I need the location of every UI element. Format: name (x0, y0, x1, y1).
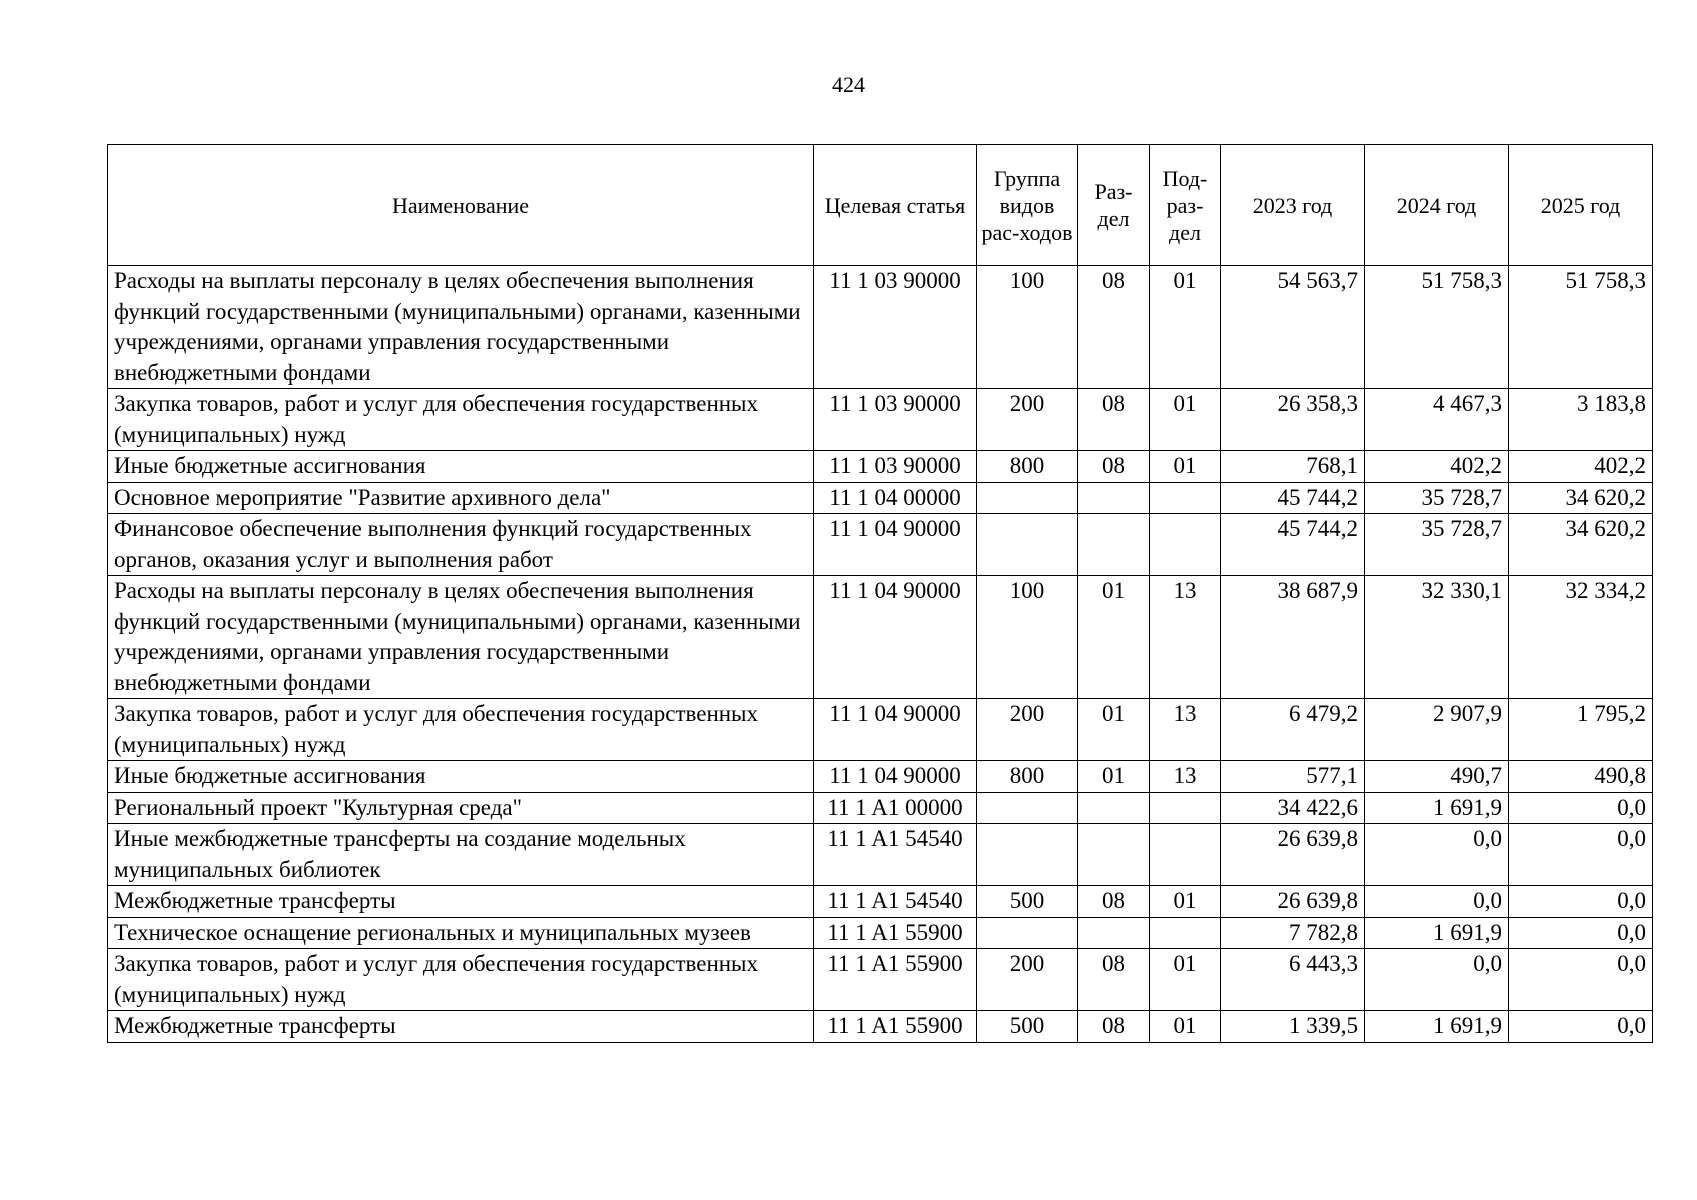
cell-group: 500 (977, 886, 1078, 918)
cell-group (977, 824, 1078, 886)
cell-2025: 34 620,2 (1509, 514, 1653, 576)
header-row (108, 145, 1653, 266)
budget-table (107, 144, 1653, 1043)
cell-subsection: 01 (1150, 949, 1221, 1011)
cell-target: 11 1 03 90000 (814, 389, 977, 451)
table-row (108, 576, 1653, 699)
cell-2024: 402,2 (1365, 451, 1509, 483)
table-row (108, 792, 1653, 824)
cell-group: 500 (977, 1011, 1078, 1043)
cell-subsection (1150, 917, 1221, 949)
cell-group (977, 917, 1078, 949)
cell-subsection: 13 (1150, 761, 1221, 793)
cell-target: 11 1 A1 00000 (814, 792, 977, 824)
cell-2025: 0,0 (1509, 792, 1653, 824)
cell-group: 800 (977, 761, 1078, 793)
cell-2024: 32 330,1 (1365, 576, 1509, 699)
table-row (108, 699, 1653, 761)
cell-target: 11 1 A1 55900 (814, 949, 977, 1011)
table-row (108, 482, 1653, 514)
cell-section: 08 (1078, 451, 1150, 483)
cell-subsection: 01 (1150, 389, 1221, 451)
cell-2024: 0,0 (1365, 886, 1509, 918)
cell-name: Финансовое обеспечение выполнения функций государственных органов, оказания услуг и выполнения работ (108, 514, 814, 576)
cell-section: 01 (1078, 576, 1150, 699)
cell-section (1078, 824, 1150, 886)
cell-name: Закупка товаров, работ и услуг для обеспечения государственных (муниципальных) нужд (108, 699, 814, 761)
cell-2023: 54 563,7 (1221, 266, 1365, 389)
header-2024: 2024 год (1365, 145, 1509, 266)
cell-target: 11 1 03 90000 (814, 451, 977, 483)
cell-2025: 0,0 (1509, 824, 1653, 886)
cell-subsection: 01 (1150, 266, 1221, 389)
cell-2024: 0,0 (1365, 949, 1509, 1011)
cell-2025: 32 334,2 (1509, 576, 1653, 699)
cell-section: 08 (1078, 886, 1150, 918)
cell-2023: 45 744,2 (1221, 514, 1365, 576)
cell-target: 11 1 A1 54540 (814, 824, 977, 886)
cell-name: Техническое оснащение региональных и муниципальных музеев (108, 917, 814, 949)
cell-subsection: 01 (1150, 886, 1221, 918)
cell-group: 100 (977, 266, 1078, 389)
table-row (108, 389, 1653, 451)
cell-group: 200 (977, 949, 1078, 1011)
cell-section (1078, 514, 1150, 576)
cell-target: 11 1 A1 54540 (814, 886, 977, 918)
cell-2023: 26 639,8 (1221, 824, 1365, 886)
cell-2024: 1 691,9 (1365, 792, 1509, 824)
cell-subsection: 13 (1150, 576, 1221, 699)
cell-2023: 6 479,2 (1221, 699, 1365, 761)
cell-subsection (1150, 824, 1221, 886)
cell-2024: 1 691,9 (1365, 1011, 1509, 1043)
header-2025: 2025 год (1509, 145, 1653, 266)
cell-2025: 0,0 (1509, 949, 1653, 1011)
cell-section: 08 (1078, 949, 1150, 1011)
cell-section: 08 (1078, 389, 1150, 451)
cell-2024: 35 728,7 (1365, 514, 1509, 576)
cell-2023: 38 687,9 (1221, 576, 1365, 699)
header-section: Раз-дел (1078, 145, 1150, 266)
cell-name: Основное мероприятие "Развитие архивного дела" (108, 482, 814, 514)
cell-name: Иные межбюджетные трансферты на создание модельных муниципальных библиотек (108, 824, 814, 886)
cell-2025: 34 620,2 (1509, 482, 1653, 514)
cell-group (977, 482, 1078, 514)
header-target: Целевая статья (814, 145, 977, 266)
table-row (108, 824, 1653, 886)
cell-name: Межбюджетные трансферты (108, 1011, 814, 1043)
page-number: 424 (832, 72, 865, 97)
cell-name: Межбюджетные трансферты (108, 886, 814, 918)
cell-subsection (1150, 792, 1221, 824)
cell-subsection (1150, 482, 1221, 514)
cell-2024: 0,0 (1365, 824, 1509, 886)
cell-name: Региональный проект "Культурная среда" (108, 792, 814, 824)
table-row (108, 451, 1653, 483)
cell-section (1078, 917, 1150, 949)
cell-target: 11 1 04 90000 (814, 761, 977, 793)
cell-section: 01 (1078, 699, 1150, 761)
header-subsection: Под-раз-дел (1150, 145, 1221, 266)
cell-section (1078, 792, 1150, 824)
cell-name: Иные бюджетные ассигнования (108, 451, 814, 483)
table-row (108, 917, 1653, 949)
cell-2025: 3 183,8 (1509, 389, 1653, 451)
cell-name: Расходы на выплаты персоналу в целях обеспечения выполнения функций государственными (муниципальными) органами, казенными учреждениями, органами управления государственными внебюджетными фондами (108, 576, 814, 699)
cell-2024: 1 691,9 (1365, 917, 1509, 949)
cell-2025: 0,0 (1509, 886, 1653, 918)
cell-2023: 6 443,3 (1221, 949, 1365, 1011)
cell-2024: 35 728,7 (1365, 482, 1509, 514)
cell-2023: 577,1 (1221, 761, 1365, 793)
cell-2023: 1 339,5 (1221, 1011, 1365, 1043)
cell-section: 01 (1078, 761, 1150, 793)
cell-subsection: 01 (1150, 451, 1221, 483)
cell-2023: 26 639,8 (1221, 886, 1365, 918)
cell-name: Закупка товаров, работ и услуг для обеспечения государственных (муниципальных) нужд (108, 389, 814, 451)
table-body (108, 266, 1653, 1043)
header-group: Группа видов рас-ходов (977, 145, 1078, 266)
header-name: Наименование (108, 145, 814, 266)
cell-group (977, 792, 1078, 824)
table-row (108, 886, 1653, 918)
cell-section: 08 (1078, 266, 1150, 389)
cell-target: 11 1 A1 55900 (814, 1011, 977, 1043)
cell-2025: 0,0 (1509, 1011, 1653, 1043)
cell-target: 11 1 04 90000 (814, 514, 977, 576)
cell-subsection: 13 (1150, 699, 1221, 761)
cell-subsection (1150, 514, 1221, 576)
cell-group: 200 (977, 699, 1078, 761)
cell-name: Расходы на выплаты персоналу в целях обеспечения выполнения функций государственными (муниципальными) органами, казенными учреждениями, органами управления государственными внебюджетными фондами (108, 266, 814, 389)
cell-2024: 51 758,3 (1365, 266, 1509, 389)
cell-name: Закупка товаров, работ и услуг для обеспечения государственных (муниципальных) нужд (108, 949, 814, 1011)
cell-2023: 768,1 (1221, 451, 1365, 483)
cell-2025: 0,0 (1509, 917, 1653, 949)
cell-2024: 4 467,3 (1365, 389, 1509, 451)
cell-2025: 490,8 (1509, 761, 1653, 793)
cell-target: 11 1 03 90000 (814, 266, 977, 389)
header-2023: 2023 год (1221, 145, 1365, 266)
cell-target: 11 1 04 90000 (814, 576, 977, 699)
table-row (108, 266, 1653, 389)
cell-2024: 2 907,9 (1365, 699, 1509, 761)
cell-section (1078, 482, 1150, 514)
cell-2024: 490,7 (1365, 761, 1509, 793)
cell-2025: 402,2 (1509, 451, 1653, 483)
table-row (108, 1011, 1653, 1043)
cell-group (977, 514, 1078, 576)
cell-2023: 45 744,2 (1221, 482, 1365, 514)
cell-group: 800 (977, 451, 1078, 483)
cell-2023: 26 358,3 (1221, 389, 1365, 451)
table-row (108, 514, 1653, 576)
cell-group: 100 (977, 576, 1078, 699)
cell-2023: 7 782,8 (1221, 917, 1365, 949)
cell-section: 08 (1078, 1011, 1150, 1043)
cell-group: 200 (977, 389, 1078, 451)
cell-2025: 1 795,2 (1509, 699, 1653, 761)
cell-subsection: 01 (1150, 1011, 1221, 1043)
table-row (108, 761, 1653, 793)
cell-2023: 34 422,6 (1221, 792, 1365, 824)
cell-name: Иные бюджетные ассигнования (108, 761, 814, 793)
cell-target: 11 1 04 90000 (814, 699, 977, 761)
cell-target: 11 1 04 00000 (814, 482, 977, 514)
cell-2025: 51 758,3 (1509, 266, 1653, 389)
cell-target: 11 1 A1 55900 (814, 917, 977, 949)
table-row (108, 949, 1653, 1011)
